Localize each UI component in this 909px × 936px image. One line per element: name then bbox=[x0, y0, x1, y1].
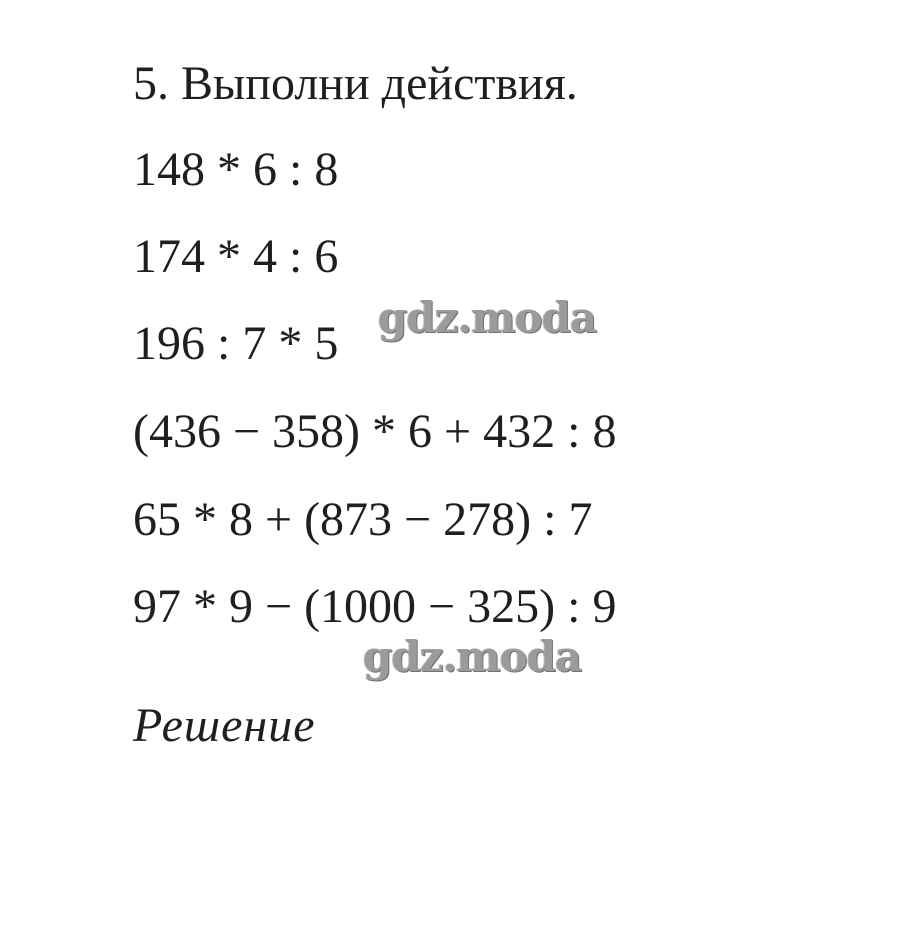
expression-1: 148 * 6 : 8 bbox=[133, 143, 339, 196]
expression-5: 65 * 8 + (873 − 278) : 7 bbox=[133, 493, 593, 546]
watermark-top: gdz.moda bbox=[378, 293, 597, 342]
task-title: 5. Выполни действия. bbox=[133, 57, 578, 110]
solution-label: Решение bbox=[133, 699, 316, 752]
expression-6: 97 * 9 − (1000 − 325) : 9 bbox=[133, 580, 617, 633]
expression-2: 174 * 4 : 6 bbox=[133, 230, 339, 283]
expression-3: 196 : 7 * 5 bbox=[133, 317, 339, 370]
expression-4: (436 − 358) * 6 + 432 : 8 bbox=[133, 405, 617, 458]
watermark-bottom: gdz.moda bbox=[363, 632, 582, 681]
